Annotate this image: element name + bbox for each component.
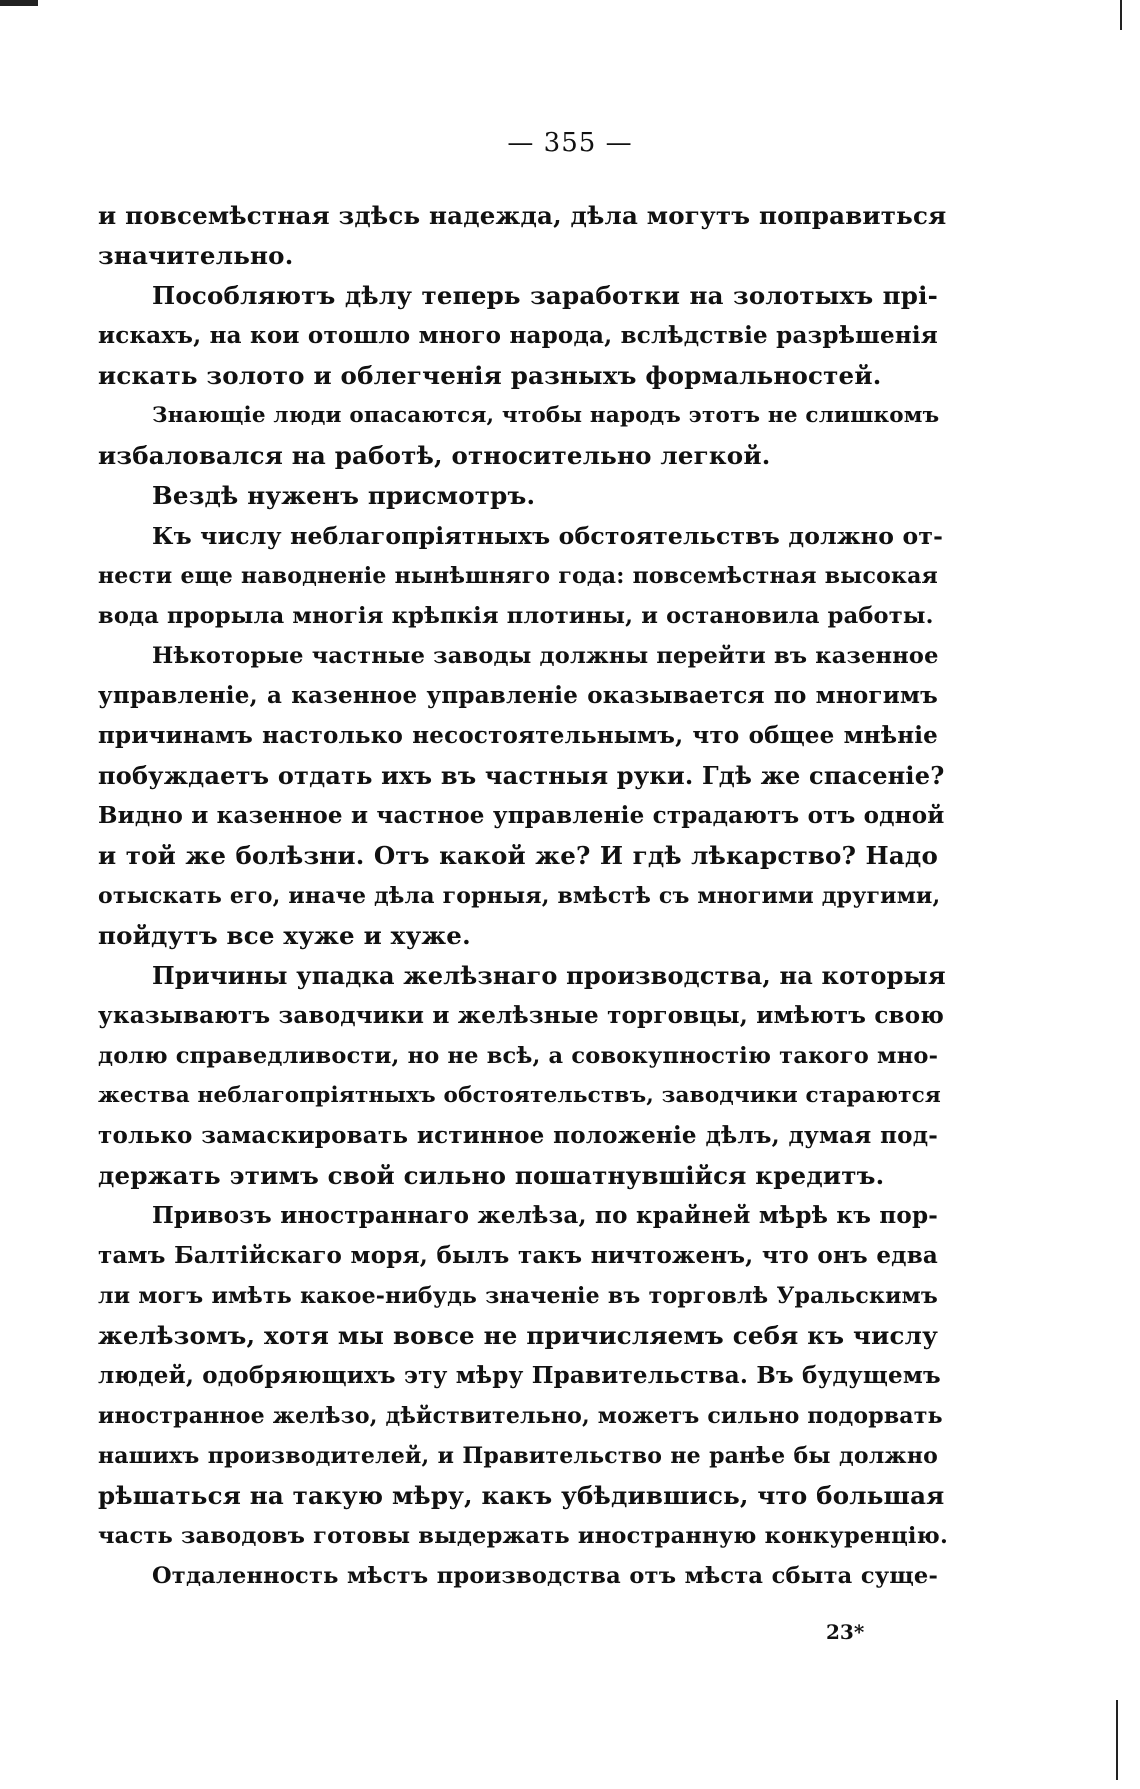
text-line: Видно и казенное и частное управленіе страдаютъ отъ одной	[98, 802, 945, 829]
text-line: искать золото и облегченія разныхъ формальностей.	[98, 361, 882, 390]
text-line: долю справедливости, но не всѣ, а совокупностію такого мно-	[98, 1043, 939, 1069]
text-line: часть заводовъ готовы выдержать иностранную конкуренцію.	[98, 1523, 948, 1549]
text-line: указываютъ заводчики и желѣзные торговцы, имѣютъ свою	[98, 1002, 945, 1029]
scan-mark-top-right	[1120, 0, 1122, 30]
text-line: вода прорыла многія крѣпкія плотины, и остановила работы.	[98, 603, 934, 629]
text-line: побуждаетъ отдать ихъ въ частныя руки. Гдѣ же спасеніе?	[98, 761, 945, 790]
text-line: Нѣкоторые частные заводы должны перейти въ казенное	[152, 643, 939, 669]
text-line: Знающіе люди опасаются, чтобы народъ этотъ не слишкомъ	[152, 403, 940, 428]
text-line: жества неблагопріятныхъ обстоятельствъ, заводчики стараются	[98, 1083, 941, 1108]
text-line: Къ числу неблагопріятныхъ обстоятельствъ должно от-	[152, 522, 944, 550]
page-number-header: — 355 —	[507, 128, 633, 158]
text-line: нести еще наводненіе нынѣшняго года: повсемѣстная высокая	[98, 563, 938, 589]
body-text	[98, 196, 948, 1596]
signature-mark: 23*	[826, 1620, 865, 1644]
text-line: и повсемѣстная здѣсь надежда, дѣла могутъ поправиться	[98, 201, 947, 230]
text-line: и той же болѣзни. Отъ какой же? И гдѣ лѣкарство? Надо	[98, 841, 938, 870]
text-line: рѣшаться на такую мѣру, какъ убѣдившись, что большая	[98, 1481, 945, 1510]
text-line: Отдаленность мѣстъ производства отъ мѣста сбыта суще-	[152, 1563, 938, 1589]
scan-mark-bottom-right	[1116, 1700, 1118, 1780]
text-line: управленіе, а казенное управленіе оказывается по многимъ	[98, 682, 938, 709]
text-line: Пособляютъ дѣлу теперь заработки на золотыхъ прі-	[152, 281, 938, 310]
text-line: Причины упадка желѣзнаго производства, на которыя	[152, 961, 946, 990]
scan-mark-top-left	[0, 0, 38, 6]
text-line: отыскать его, иначе дѣла горныя, вмѣстѣ съ многими другими,	[98, 883, 941, 909]
text-line: причинамъ настолько несостоятельнымъ, что общее мнѣніе	[98, 722, 938, 749]
text-line: тамъ Балтійскаго моря, былъ такъ ничтоженъ, что онъ едва	[98, 1242, 938, 1269]
text-line: желѣзомъ, хотя мы вовсе не причисляемъ себя къ числу	[98, 1321, 938, 1350]
text-line: людей, одобряющихъ эту мѣру Правительства. Въ будущемъ	[98, 1362, 941, 1389]
text-line: только замаскировать истинное положеніе дѣлъ, думая под-	[98, 1122, 938, 1149]
text-line: искахъ, на кои отошло много народа, вслѣдствіе разрѣшенія	[98, 322, 938, 349]
text-line: держать этимъ свой сильно пошатнувшійся кредитъ.	[98, 1161, 885, 1190]
text-line: пойдутъ все хуже и хуже.	[98, 921, 471, 950]
text-line: Привозъ иностраннаго желѣза, по крайней мѣрѣ къ пор-	[152, 1202, 938, 1229]
text-line: значительно.	[98, 241, 294, 270]
text-line: ли могъ имѣть какое-нибудь значеніе въ торговлѣ Уральскимъ	[98, 1283, 938, 1309]
text-line: избаловался на работѣ, относительно легкой.	[98, 441, 771, 470]
text-line: нашихъ производителей, и Правительство не ранѣе бы должно	[98, 1443, 938, 1469]
text-line: иностранное желѣзо, дѣйствительно, можетъ сильно подорвать	[98, 1403, 943, 1429]
text-line: Вездѣ нуженъ присмотръ.	[152, 481, 536, 510]
